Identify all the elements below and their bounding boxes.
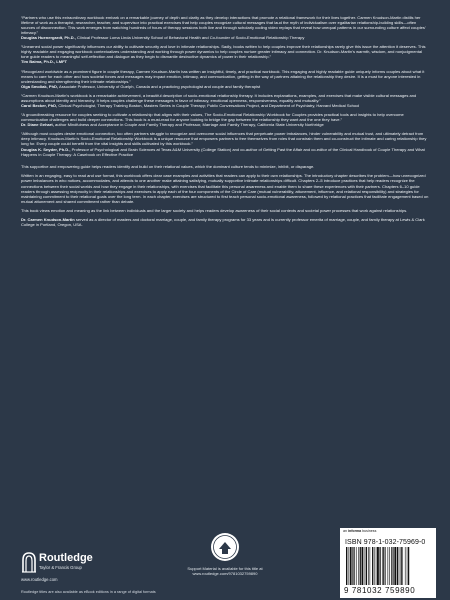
barcode-bar [358,547,359,585]
barcode-bar [353,547,354,585]
barcode-bar [383,547,384,585]
barcode-bar [366,547,367,585]
author-name: Dr. Carmen Knudson-Martin [21,216,75,222]
endorser-name: Tim Baima, Ph.D., LMFT [21,59,68,65]
endorsement-text: “A groundbreaking resource for couples seeking to cultivate a relationship that aligns with their values, The Socio-Emotional Relationship Workbook for Couples provides practical tools and insights to help overcome communication challenges and build deeper connections. This book is a must-read for anyone looking to bridge the gap between the relationship they want and the one they have.” [21,112,404,123]
ebook-note: Routledge titles are also available as eBook editions in a range of digital formats [21,590,156,594]
barcode-bar [365,547,366,585]
ean-digits: 9 781032 759890 [344,586,416,595]
barcode-bar [376,547,377,585]
barcode-bar [388,547,389,585]
barcode-bar [372,547,373,585]
barcode-bar [399,547,400,585]
barcode-bar [385,547,386,585]
barcode-bar [348,547,349,585]
author-bio-text: served as a director of masters and doctoral marriage, couple, and family therapy programs for 33 years and is currently professor emerita of marriage, couple, and family therapy at Lewis & Clark College in Portland, Oregon, USA. [21,216,425,227]
endorser-affiliation: Associate Professor, University of Guelph, Canada and a practicing psychologist and couple and family therapist [58,83,261,89]
barcode-bar [374,547,375,585]
endorser-name: Dr. Diane Gehart, [21,122,54,128]
description-paragraph: Written in an engaging, easy to read and use format, this workbook offers clear case examples and activities that readers can apply to their own relationships. The introductory chapter describes the problem—how unrecognized power imbalances in who notices, accommodates, and attends to one another make attaining satisfying, mutually supportive intimate relationships difficult. Chapters 2–5 introduce practices that help readers recognize the connections between their social worlds and how they engage in their relationships, with exercises that facilitate this personal awareness and enable them to share these experiences with their partners. Chapters 6–10 guide readers through assessing reciprocity in their relationships and exercises to apply each of the four components of the Circle of Care (mutual vulnerability, attunement, influence, and relational responsibility) and strategies for maintaining commitment to their relational goals over the long term. In each chapter, exercises are structured to first teach personal socio-emotional awareness, followed by relational practices that facilitate engagement based on mutual attunement and shared commitment rather than debate. [21,173,429,204]
endorsement-text: “Unearned social power significantly influences our ability to cultivate security and love in intimate relationships. Sadly, books written to help couples improve their relationships rarely give this issue the attention it deserves. This highly readable and engaging workbook contextualizes understanding and working through power dynamics to help couples nurture greater intimacy and connection. Dr. Knudson-Martin’s warmth, wisdom, and nonjudgmental tone guide readers to meaningful self-reflection and dialogue as they begin to dismantle destructive dynamics of power in their relationship.” [21,44,426,60]
endorsement-attribution [21,122,431,127]
endorser-name: Douglas Huenergardt, Ph.D., [21,35,76,41]
publisher-group: Taylor & Francis Group [39,565,82,570]
barcode-bar [346,547,347,585]
endorsements [21,15,431,157]
description-paragraph: This book views emotion and meaning as the link between individuals and the larger society and helps readers develop awareness of their social contexts and societal power processes that work against relationships. [21,207,408,213]
barcode-bar [379,547,380,585]
support-material-text: Support Material is available for this title at www.routledge.com/9781032759890 [187,566,263,576]
endorsement-text: “Carmen Knudson-Martin’s workbook is a remarkable achievement, a beautiful description of socio-emotional relationship therapy. It includes explanations, examples, and exercises that make visible cultural messages and assumptions about identity and hierarchy. It helps couples challenge these messages in favor of intimacy, emotional openness, responsiveness, equality and mutuality.” [21,92,417,103]
barcode-bar [407,547,408,585]
endorsement-text: “Although most couples desire emotional connection, too often partners struggle to recognize and overcome social influences that perpetuate power imbalances, hinder vulnerability and mutual trust, and ultimately detract from deep intimacy. Knudson-Martin’s Socio-Emotional Relationship Workbook is a unique resource that empowers partners to free themselves from roles that constrain them and co-construct the intimate and caring relationship they long for. Every couple could benefit from the vital insights and skills cultivated by this workbook.” [21,131,427,147]
barcode-bar [389,547,390,585]
endorser-name: Carol Becker, PhD, [21,102,58,108]
publisher-logo [21,551,131,581]
cover-text [21,15,431,231]
routledge-mark-icon [21,551,37,573]
barcode-bar [391,547,392,585]
endorsement [21,69,431,89]
barcode-bar [405,547,406,585]
endorser-affiliation: Professor of Psychological and Brain Sciences at Texas A&M University (College Station) and co-author of Getting Past the Affair and co-editor of the Clinical Handbook of Couple Therapy and What Happens in Couple Therapy: A Casebook on Effective Practice [21,146,425,157]
barcode-bar [356,547,357,585]
barcode-icon [344,547,432,587]
barcode-bar [362,547,364,585]
barcode-bar [352,547,353,585]
publisher-name: Routledge [39,552,93,564]
isbn: ISBN 978-1-032-75969-0 [345,539,426,546]
barcode-bar [397,547,398,585]
endorsement [21,93,431,108]
informa-label: an informa business [343,529,377,533]
endorser-affiliation: Clinical Professor Loma Linda University School of Behavioral Health and Co-founder of Socio-Emotional Relationship Therapy [75,35,305,41]
barcode-bar [408,547,409,585]
author-bio [21,217,431,227]
barcode-panel [340,528,436,598]
endorsement-text: “Recognized worldwide as a prominent figure in couple therapy, Carmen Knudson-Martin has written an insightful, timely, and practical workbook. This engaging and highly readable guide uniquely informs couples about what it means to care for each other and how societal forces and messages may impact emotion, intimacy, and communication, getting in the way of partners attaining the relationship they desire. It is a must for anyone interested in understanding and strengthening their intimate relationships.” [21,68,425,84]
endorser-affiliation: Clinical Psychologist, Therapy Training Boston, Masters Series in Couple Therapy; Public Conversations Project, and Department of Psychiatry, Harvard Medical School [57,102,360,108]
endorsement-attribution [21,59,431,64]
endorsement [21,44,431,64]
book-description [21,161,431,213]
barcode-bar [402,547,403,585]
endorser-name: Douglas K. Snyder, Ph.D., [21,146,71,152]
endorser-affiliation: author Mindfulness and Acceptance in Couple and Family Therapy and Professor, Marriage and Family Therapy, California State University Northridge [53,122,324,128]
barcode-bar [393,547,394,585]
barcode-bar [377,547,379,585]
endorsement [21,112,431,127]
description-paragraph: This supportive and empowering guide helps readers identify and build on their relational values, which the dominant culture tends to minimize, inhibit, or disparage. [21,164,315,170]
support-material-icon [210,532,240,562]
endorsement-attribution [21,84,431,89]
support-material-badge [210,532,240,562]
endorsement-text: “Partners who use this extraordinary workbook embark on a remarkable journey of depth and clarity as they develop interactions that promote a relational framework for their lives together. Carmen Knudson-Martin distills her lifetime of work as a therapist, researcher, teacher, and supervisor into practical exercises that help couples recognize cultural messages that laud the myth of individualism over egalitarian relationship-building skills—often sources of disconnection. This work emerges from watching hundreds of hours of therapy sessions both live and through scholarly coding video replays that reveal how unequal patterns in our surrounding culture affect couples’ intimacy.” [21,15,426,36]
endorsement-attribution [21,103,431,108]
endorsement-attribution [21,35,431,40]
endorsement [21,131,431,156]
endorsement [21,15,431,40]
barcode-bar [401,547,402,585]
barcode-bar [360,547,361,585]
endorsement-attribution [21,147,431,157]
barcode-bar [394,547,396,585]
footer [0,528,450,600]
barcode-bar [368,547,369,585]
barcode-bar [382,547,383,585]
endorser-name: Olga Smoliak, PhD, [21,83,59,89]
barcode-bar [350,547,352,585]
barcode-bar [370,547,371,585]
publisher-url[interactable]: www.routledge.com [21,577,58,582]
